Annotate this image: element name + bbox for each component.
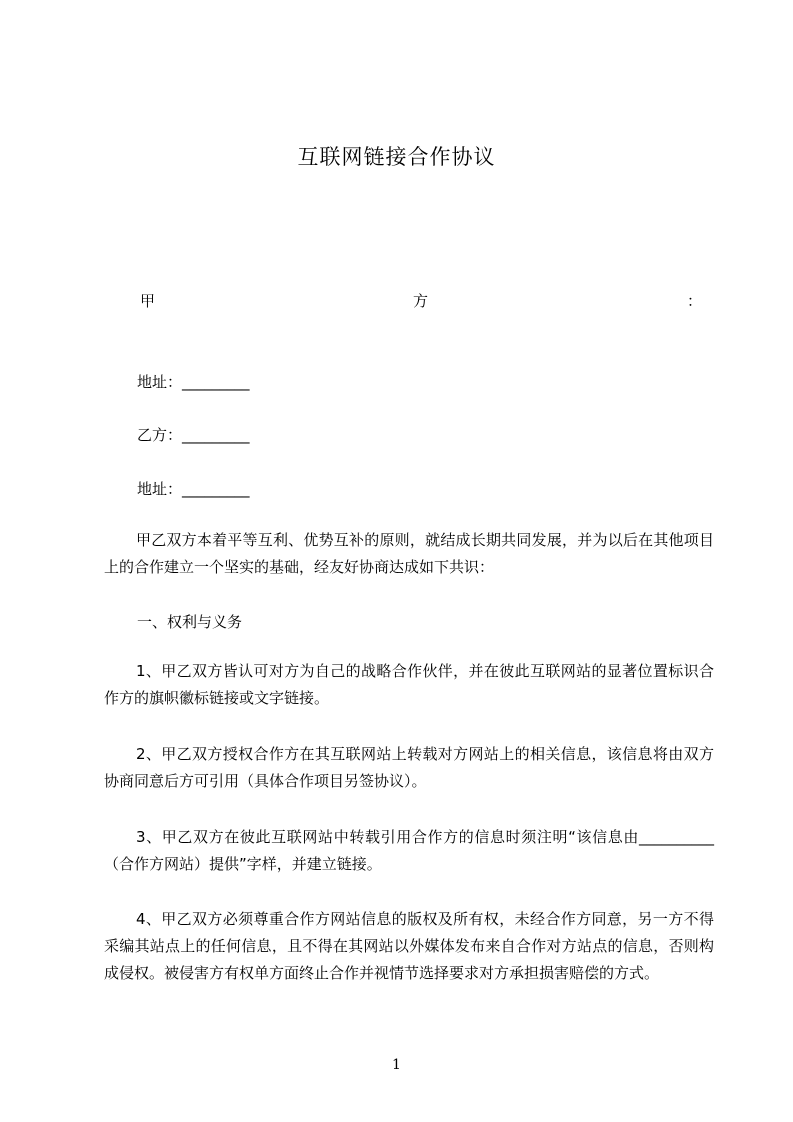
party-a-char-1: 甲 [140, 292, 156, 310]
document-title: 互联网链接合作协议 [297, 145, 496, 169]
page-number: 1 [392, 1057, 401, 1073]
clause-2: 2、甲乙双方授权合作方在其互联网站上转载对方网站上的相关信息，该信息将由双方协商同意后方可引用（具体合作项目另签协议）。 [104, 745, 714, 790]
party-a-address-field: 地址：_________ [137, 373, 250, 391]
clause-4: 4、甲乙双方必须尊重合作方网站信息的版权及所有权，未经合作方同意，另一方不得采编其站点上的任何信息，且不得在其网站以外媒体发布来自合作对方站点的信息，否则构成侵权。被侵害方有权单方面终止合作并视情节选择要求对方承担损害赔偿的方式。 [104, 910, 714, 982]
intro-paragraph: 甲乙双方本着平等互利、优势互补的原则，就结成长期共同发展，并为以后在其他项目上的合作建立一个坚实的基础，经友好协商达成如下共识： [104, 531, 714, 576]
party-a-colon: ： [687, 292, 703, 310]
party-a-char-2: 方 [413, 292, 429, 310]
party-b-address-field: 地址：_________ [137, 480, 250, 498]
section-heading: 一、权利与义务 [137, 613, 243, 631]
party-a-line [140, 290, 703, 312]
clause-3: 3、甲乙双方在彼此互联网站中转载引用合作方的信息时须注明“该信息由__________（合作方网站）提供”字样，并建立链接。 [104, 828, 714, 873]
clause-1: 1、甲乙双方皆认可对方为自己的战略合作伙伴，并在彼此互联网站的显著位置标识合作方的旗帜徽标链接或文字链接。 [104, 662, 714, 707]
party-b-field: 乙方：_________ [137, 426, 250, 444]
